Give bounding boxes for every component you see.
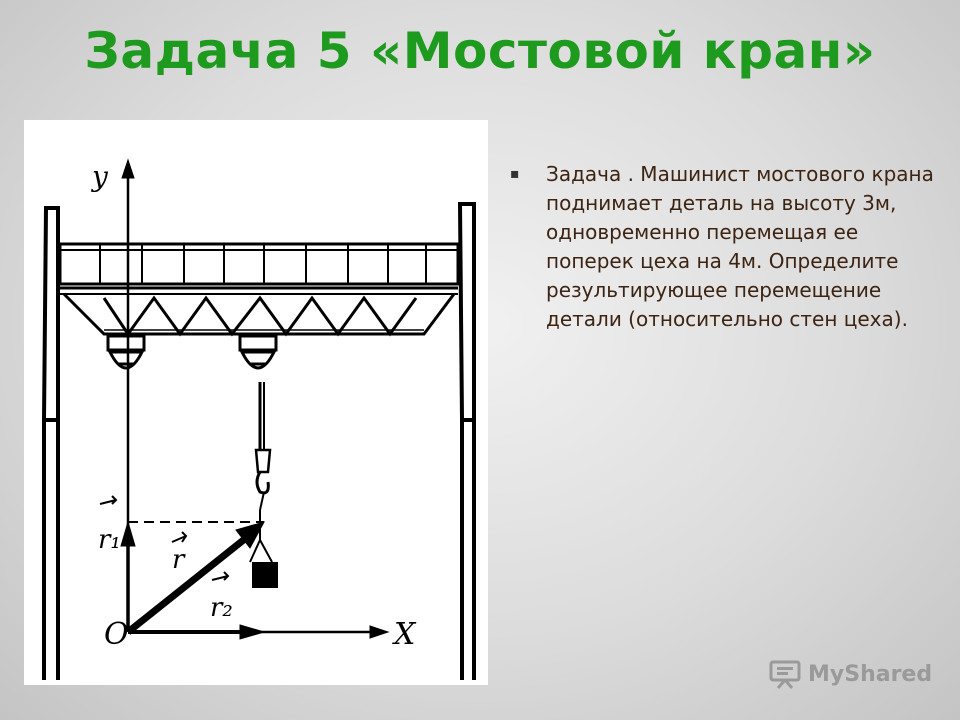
r-resultant-vector (128, 522, 264, 632)
r1-vector (121, 522, 135, 632)
slide-title: Задача 5 «Мостовой кран» (84, 22, 876, 80)
task-text: Задача . Машинист мостового крана поднимает деталь на высоту 3м, одновременно перемещая ее поперек цеха на 4м. Определите результирующее перемещение детали (относительно стен цеха). (546, 162, 934, 331)
r2-vector (128, 625, 264, 639)
x-axis-label: X (394, 617, 416, 652)
left-trolley (108, 336, 144, 368)
r2-label: r₂ (210, 593, 233, 623)
y-axis-label: y (92, 160, 108, 193)
presentation-board-icon (768, 659, 802, 689)
r-label: r (172, 545, 185, 575)
r2-label-arrow (212, 572, 228, 580)
bullet-marker: ▪ (510, 166, 520, 182)
crane-diagram (24, 120, 488, 685)
task-bullet (510, 160, 940, 334)
bridge-beam (60, 244, 458, 334)
r1-label-arrow (100, 496, 116, 504)
right-column (460, 204, 474, 680)
origin-label: O (104, 617, 129, 652)
r-label-arrow (172, 532, 186, 542)
watermark-text: MyShared (808, 661, 933, 687)
load-block (250, 540, 278, 588)
right-trolley (240, 336, 276, 368)
hook-and-rope (256, 382, 270, 540)
left-column (44, 208, 58, 680)
r1-label: r₁ (98, 525, 121, 555)
watermark (768, 656, 932, 692)
